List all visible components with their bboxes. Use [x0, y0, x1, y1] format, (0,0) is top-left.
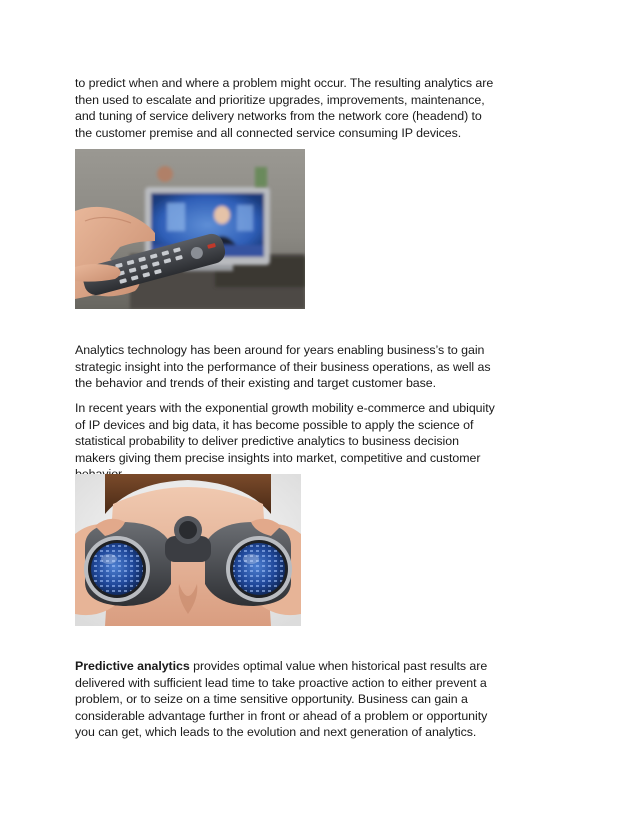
- binoculars-illustration: [75, 474, 301, 626]
- binoculars-photo: [75, 474, 301, 626]
- paragraph-intro-continued: to predict when and where a problem might occur. The resulting analytics are then used to escalate and prioritize upgrades, improvements, maintenance, and tuning of service delivery networks from the network core (headend) to the customer premise and all connected service consuming IP devices.: [75, 76, 494, 140]
- paragraph-predictive-analytics: [75, 658, 495, 741]
- tv-remote-photo: [75, 149, 305, 309]
- predictive-analytics-term: Predictive analytics: [75, 659, 190, 673]
- tv-remote-illustration: [75, 149, 305, 309]
- paragraph-analytics-history: Analytics technology has been around for years enabling business’s to gain strategic insight into the performance of their business operations, as well as the behavior and trends of their existing and target customer base.: [75, 343, 491, 391]
- paragraph-recent-years: In recent years with the exponential growth mobility e-commerce and ubiquity of IP devices and big data, it has become possible to apply the science of statistical probability to deliver predictive analytics to business decision makers giving them precise insights into market, competitive and customer: [75, 401, 495, 465]
- predictive-analytics-description: provides optimal value when historical past results are delivered with sufficient lead time to take proactive action to either prevent a problem, or to seize on a time sensitive opportunity. Business can gain a considerable advantage further in front or ahead of a problem or opportunity you can get, which leads to the evolution and next generation of analytics.: [75, 659, 488, 740]
